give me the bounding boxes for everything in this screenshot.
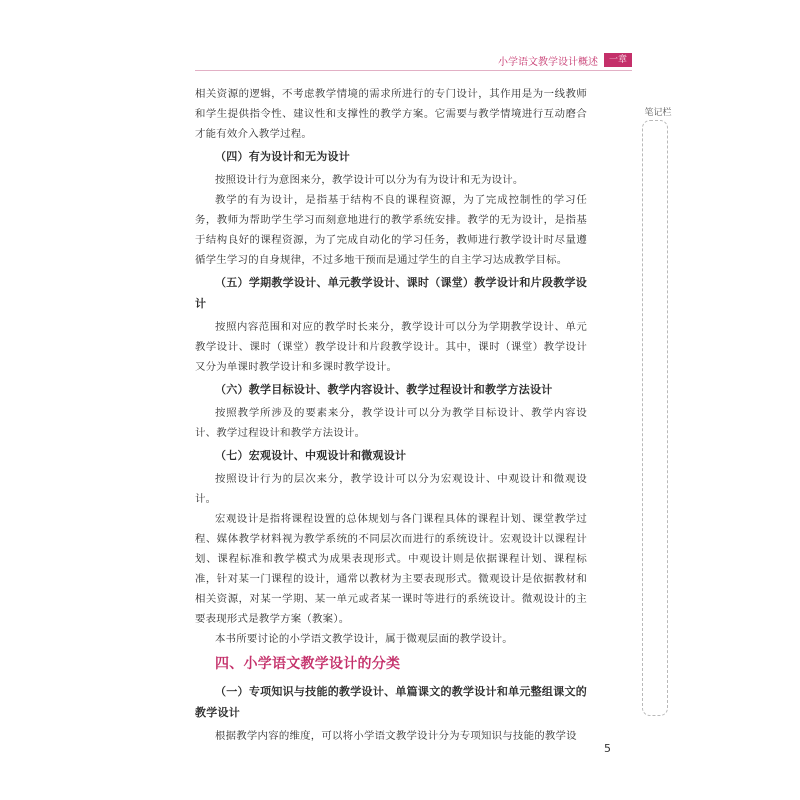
paragraph: 按照设计行为的层次来分，教学设计可以分为宏观设计、中观设计和微观设计。: [195, 473, 587, 505]
running-header: [470, 52, 632, 68]
paragraph: 按照内容范围和对应的教学时长来分，教学设计可以分为学期教学设计、单元教学设计、课时（课堂）教学设计和片段教学设计。其中，课时（课堂）教学设计又分为单课时教学设计和多课时教学设计。: [195, 321, 587, 373]
paragraph: 按照设计行为意图来分，教学设计可以分为有为设计和无为设计。: [215, 174, 524, 186]
page-body: [195, 84, 587, 746]
paragraph: 本书所要讨论的小学语文教学设计，属于微观层面的教学设计。: [215, 633, 513, 645]
section-heading: 四、小学语文教学设计的分类: [215, 656, 401, 672]
subsection-heading: （四）有为设计和无为设计: [215, 150, 350, 163]
header-title: 小学语文教学设计概述: [497, 56, 598, 68]
chapter-badge: 一章: [604, 53, 632, 67]
paragraph: 根据教学内容的维度，可以将小学语文教学设计分为专项知识与技能的教学设: [215, 730, 577, 742]
paragraph: 宏观设计是指将课程设置的总体规划与各门课程具体的课程计划、课堂教学过程、媒体教学材料视为教学系统的不同层次而进行的系统设计。宏观设计以课程计划、课程标准和教学模式为成果表现形式。中观设计则是依据课程计划、课程标准，针对某一门课程的设计，通常以教材为主要表现形式。微观设计是依据教材和相关资源，对某一学期、某一单元或者某一课时等进行的系统设计。微观设计的主要表现形式是教学方案（教案）。: [195, 513, 587, 625]
header-divider: [195, 70, 632, 71]
paragraph: 按照教学所涉及的要素来分，教学设计可以分为教学目标设计、教学内容设计、教学过程设计和教学方法设计。: [195, 407, 587, 439]
subsection-heading: （六）教学目标设计、教学内容设计、教学过程设计和教学方法设计: [215, 383, 553, 396]
page-number: 5: [604, 742, 611, 755]
subsection-heading: （五）学期教学设计、单元教学设计、课时（课堂）教学设计和片段教学设计: [195, 276, 587, 310]
paragraph: 教学的有为设计，是指基于结构不良的课程资源，为了完成控制性的学习任务，教师为帮助学生学习而刻意地进行的教学系统安排。教学的无为设计，是指基于结构良好的课程资源，为了完成自动化的学习任务，教师进行教学设计时尽量遵循学生学习的自身规律，不过多地干预而是通过学生的自主学习达成教学目标。: [195, 194, 587, 266]
notes-column-box: [642, 120, 668, 716]
paragraph: 相关资源的逻辑，不考虑教学情境的需求所进行的专门设计，其作用是为一线教师和学生提供指令性、建议性和支撑性的教学方案。它需要与教学情境进行互动磨合才能有效介入教学过程。: [195, 88, 587, 140]
subsection-heading: （一）专项知识与技能的教学设计、单篇课文的教学设计和单元整组课文的教学设计: [195, 685, 587, 719]
subsection-heading: （七）宏观设计、中观设计和微观设计: [215, 449, 407, 462]
notes-column-label: 笔记栏: [644, 108, 672, 118]
